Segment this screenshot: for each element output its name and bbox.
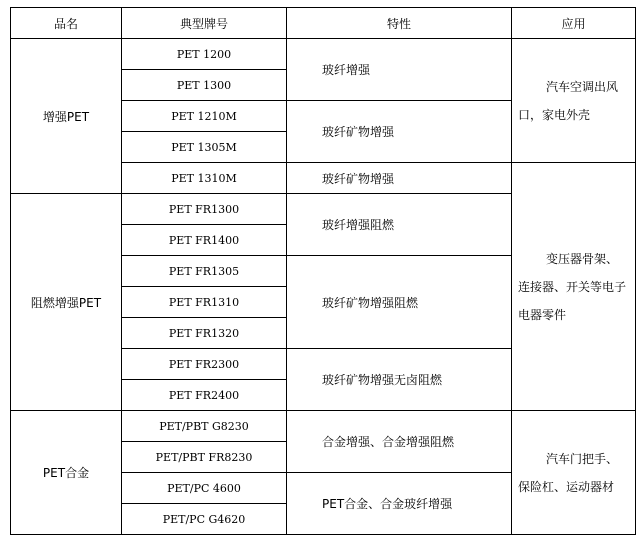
grade-cell: PET FR1305 — [122, 256, 287, 287]
grade-cell: PET FR1300 — [122, 194, 287, 225]
grade-cell: PET 1310M — [122, 163, 287, 194]
application-line: 保险杠、运动器材 — [518, 479, 615, 494]
grade-cell: PET/PBT FR8230 — [122, 442, 287, 473]
grade-cell: PET FR2300 — [122, 349, 287, 380]
header-properties: 特性 — [287, 8, 512, 39]
grade-cell: PET FR1310 — [122, 287, 287, 318]
property-cell: 合金增强、合金增强阻燃 — [287, 411, 512, 473]
application-cell — [512, 39, 636, 163]
table-row — [11, 39, 636, 70]
property-cell: PET合金、合金玻纤增强 — [287, 473, 512, 535]
grade-cell: PET 1305M — [122, 132, 287, 163]
grade-cell: PET FR1400 — [122, 225, 287, 256]
header-typical-grade: 典型牌号 — [122, 8, 287, 39]
grade-cell: PET 1300 — [122, 70, 287, 101]
product-name-cell: 增强PET — [11, 39, 122, 194]
grade-cell: PET FR1320 — [122, 318, 287, 349]
header-product-name: 品名 — [11, 8, 122, 39]
header-application: 应用 — [512, 8, 636, 39]
property-cell: 玻纤矿物增强 — [287, 101, 512, 163]
grade-cell: PET 1210M — [122, 101, 287, 132]
product-spec-table — [10, 7, 636, 535]
grade-cell: PET/PC G4620 — [122, 504, 287, 535]
application-line: 口，家电外壳 — [518, 107, 591, 122]
property-cell: 玻纤矿物增强 — [287, 163, 512, 194]
application-line: 汽车空调出风 — [546, 79, 619, 94]
application-line: 变压器骨架、 — [546, 251, 619, 266]
product-name-cell: PET合金 — [11, 411, 122, 535]
application-cell — [512, 411, 636, 535]
application-line: 连接器、开关等电子 — [518, 279, 627, 294]
property-cell: 玻纤增强阻燃 — [287, 194, 512, 256]
table-row — [11, 411, 636, 442]
property-cell: 玻纤矿物增强阻燃 — [287, 256, 512, 349]
property-cell: 玻纤增强 — [287, 39, 512, 101]
application-line: 电器零件 — [518, 307, 567, 322]
grade-cell: PET FR2400 — [122, 380, 287, 411]
grade-cell: PET 1200 — [122, 39, 287, 70]
product-name-cell: 阻燃增强PET — [11, 194, 122, 411]
grade-cell: PET/PC 4600 — [122, 473, 287, 504]
property-cell: 玻纤矿物增强无卤阻燃 — [287, 349, 512, 411]
application-cell — [512, 163, 636, 411]
grade-cell: PET/PBT G8230 — [122, 411, 287, 442]
application-line: 汽车门把手、 — [546, 451, 619, 466]
header-row — [11, 8, 636, 39]
